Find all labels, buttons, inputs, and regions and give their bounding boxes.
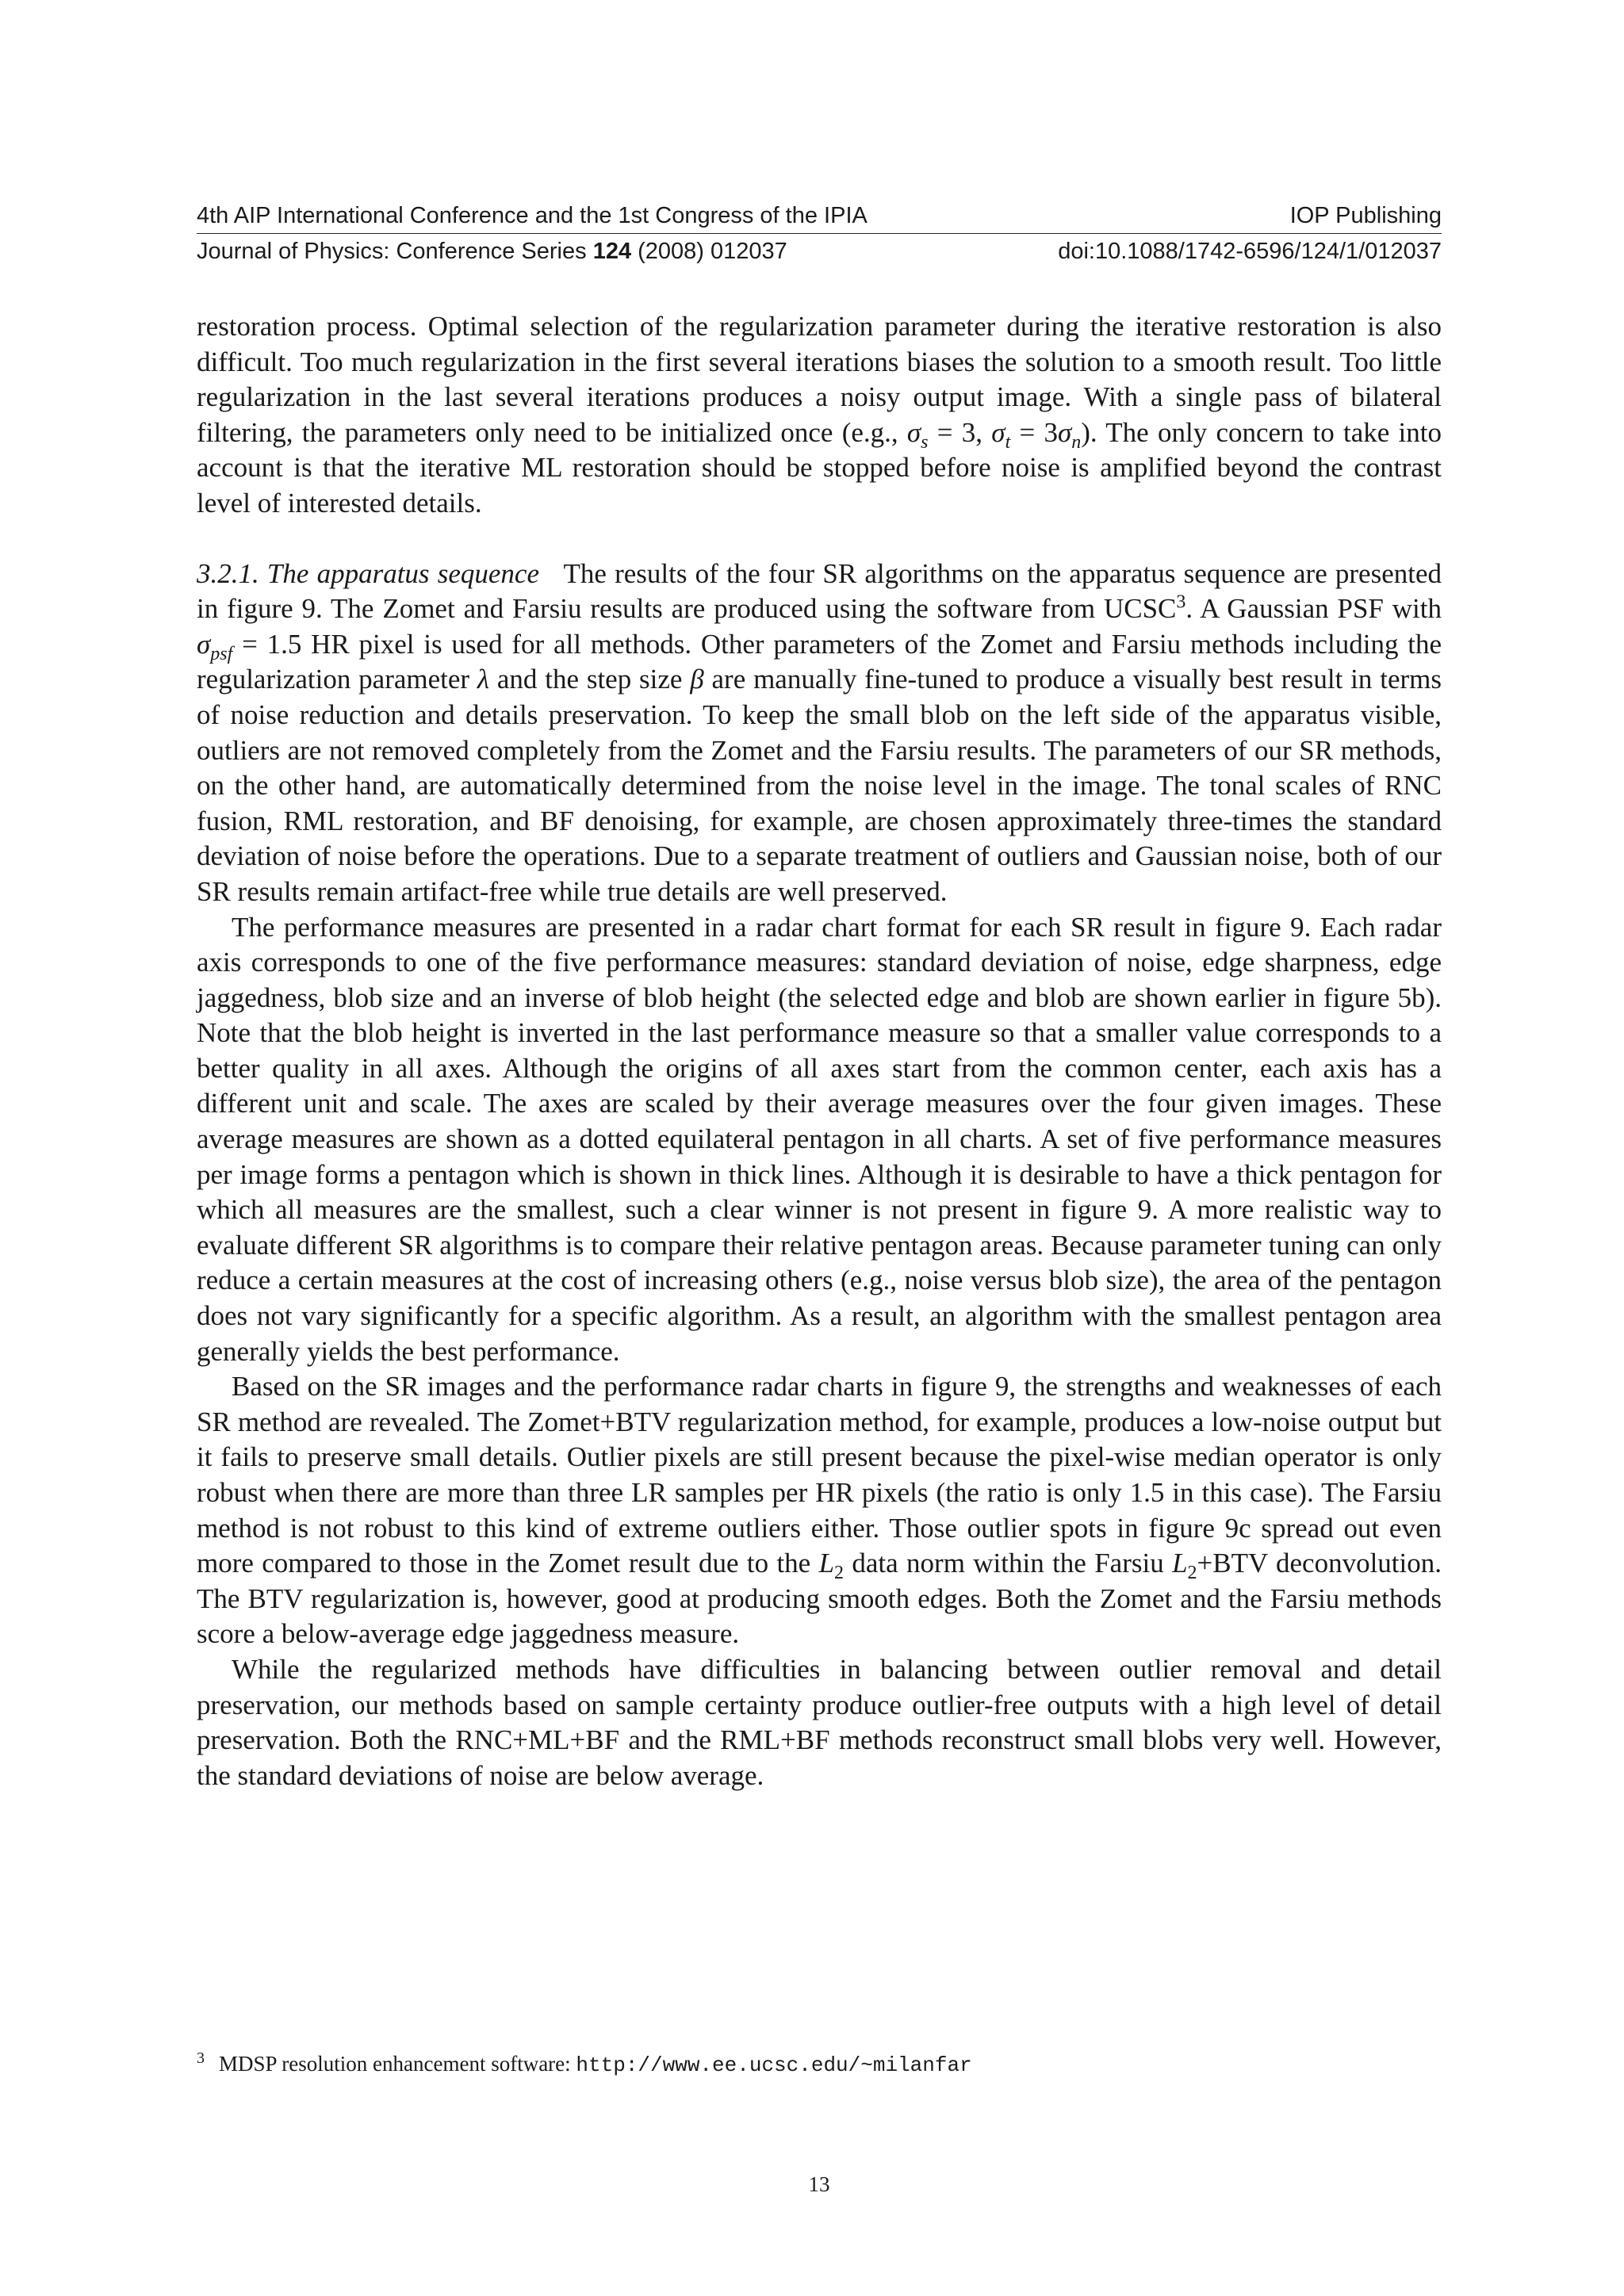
body-text bbox=[197, 309, 1442, 1793]
paragraph: 3.2.1. The apparatus sequence The results of the four SR algorithms on the apparatus sequence are presented in figure 9. The Zomet and Farsiu results are produced using the software from UCSC$^3$. A Gaussian PSF with $\sigma_{psf} = 1.5$ HR pixel is used for all methods. Other parameters of the Zomet and Farsiu methods including the regularization parameter λ and the step size β are manually fine-tuned to produce a visually best result in terms of noise reduction and details preservation. To keep the small blob on the left side of the apparatus visible, outliers are not removed completely from the Zomet and the Farsiu results. The parameters of our SR methods, on the other hand, are automatically determined from the noise level in the image. The tonal scales of RNC fusion, RML restoration, and BF denoising, for example, are chosen approximately three-times the standard deviation of noise before the operations. Due to a separate treatment of outliers and Gaussian noise, both of our SR results remain artifact-free while true details are well preserved. bbox=[197, 557, 1442, 907]
doi: doi:10.1088/1742-6596/124/1/012037 bbox=[1058, 239, 1442, 264]
running-head-bottom bbox=[197, 234, 1442, 269]
section-heading: 3.2.1. The apparatus sequence bbox=[197, 557, 539, 589]
paragraph: The performance measures are presented in a radar chart format for each SR result in figure 9. Each radar axis corresponds to one of the five performance measures: standard deviation of noise, edge sharpness, edge jaggedness, blob size and an inverse of blob height (the selected edge and blob are shown earlier in figure 5b). Note that the blob height is inverted in the last performance measure so that a smaller value corresponds to a better quality in all axes. Although the origins of all axes start from the common center, each axis has a different unit and scale. The axes are scaled by their average measures over the four given images. These average measures are shown as a dotted equilateral pentagon in all charts. A set of five performance measures per image forms a pentagon which is shown in thick lines. Although it is desirable to have a thick pentagon for which all measures are the smallest, such a clear winner is not present in figure 9. A more realistic way to evaluate different SR algorithms is to compare their relative pentagon areas. Because parameter tuning can only reduce a certain measures at the cost of increasing others (e.g., noise versus blob size), the area of the pentagon does not vary significantly for a specific algorithm. As a result, an algorithm with the smallest pentagon area generally yields the best performance. bbox=[197, 911, 1442, 1367]
running-head bbox=[197, 198, 1442, 269]
journal-citation: Journal of Physics: Conference Series 124 (2008) 012037 bbox=[197, 239, 787, 264]
paragraph: Based on the SR images and the performance radar charts in figure 9, the strengths and weaknesses of each SR method are revealed. The Zomet+BTV regularization method, for example, produces a low-noise output but it fails to preserve small details. Outlier pixels are still present because the pixel-wise median operator is only robust when there are more than three LR samples per HR pixels (the ratio is only 1.5 in this case). The Farsiu method is not robust to this kind of extreme outliers either. Those outlier spots in figure 9c spread out even more compared to those in the Zomet result due to the $L_2$ data norm within the Farsiu $L_2+BTV$ deconvolution. The BTV regularization is, however, good at producing smooth edges. Both the Zomet and the Farsiu methods score a below-average edge jaggedness measure. bbox=[197, 1371, 1442, 1650]
paragraph: restoration process. Optimal selection of the regularization parameter during the iterative restoration is also difficult. Too much regularization in the first several iterations biases the solution to a smooth result. Too little regularization in the last several iterations produces a noisy output image. With a single pass of bilateral filtering, the parameters only need to be initialized once (e.g., $\sigma_s = 3$, $\sigma_t = 3\sigma_n$). The only concern to take into account is that the iterative ML restoration should be stopped before noise is amplified beyond the contrast level of interested details. bbox=[197, 311, 1442, 519]
paragraph: While the regularized methods have difficulties in balancing between outlier removal and detail preservation, our methods based on sample certainty produce outlier-free outputs with a high level of detail preservation. Both the RNC+ML+BF and the RML+BF methods reconstruct small blobs very well. However, the standard deviations of noise are below average. bbox=[197, 1653, 1442, 1791]
footnote-reference[interactable]: 3 bbox=[1176, 591, 1186, 613]
running-head-top bbox=[197, 198, 1442, 234]
footnote-text: MDSP resolution enhancement software: bbox=[219, 2052, 576, 2076]
footnote bbox=[197, 2049, 1442, 2077]
page-number: 13 bbox=[808, 2172, 830, 2196]
footnote-mark: 3 bbox=[197, 2049, 205, 2067]
conference-title: 4th AIP International Conference and the 1st Congress of the IPIA bbox=[197, 203, 868, 228]
footnote-url[interactable]: http://www.ee.ucsc.edu/~milanfar bbox=[576, 2053, 972, 2077]
publisher: IOP Publishing bbox=[1289, 203, 1442, 228]
volume: 124 bbox=[592, 239, 632, 264]
